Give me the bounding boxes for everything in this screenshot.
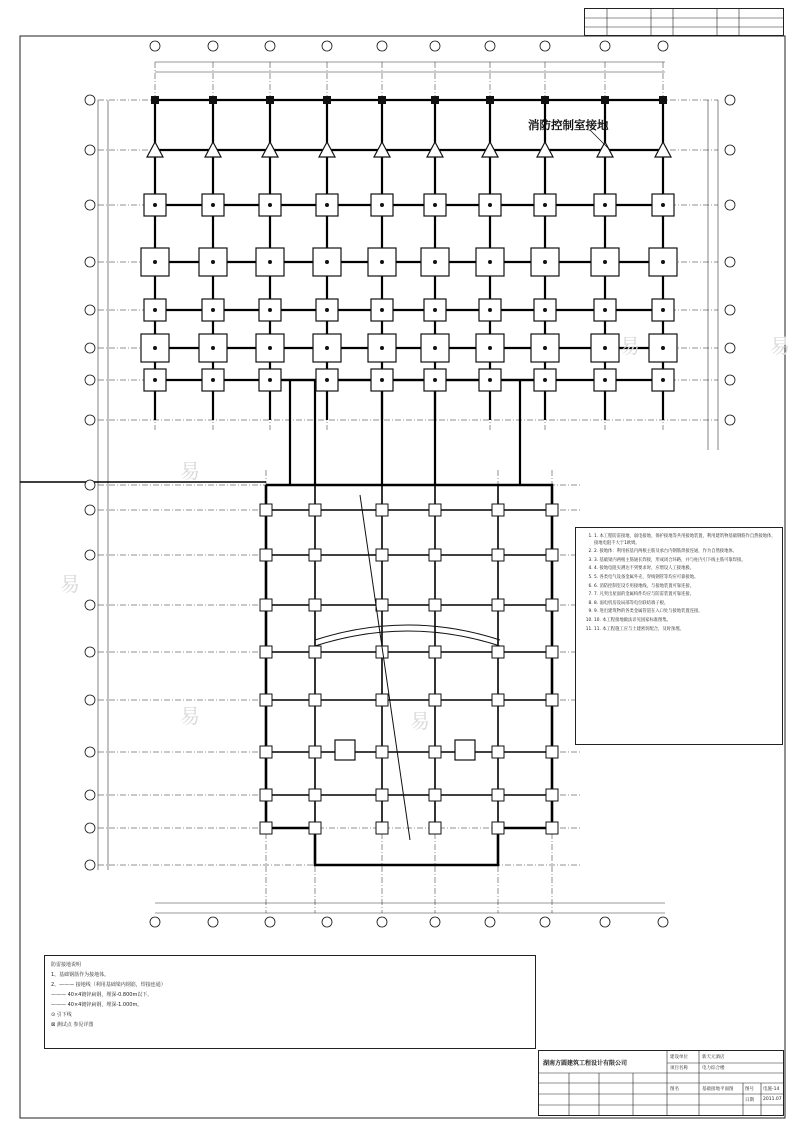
pile-mark <box>268 203 272 207</box>
pile-cap <box>260 822 272 834</box>
revision-grid-lines <box>585 9 783 35</box>
pile-mark <box>661 378 665 382</box>
axis-bubble <box>85 550 95 560</box>
pile-cap <box>376 822 388 834</box>
pile-mark <box>153 346 157 350</box>
sheet-label: 图号 <box>745 1087 754 1092</box>
pile-cap <box>376 746 388 758</box>
axis-bubble <box>85 257 95 267</box>
legend-item: ——— 40×4镀锌扁钢，埋深-0.800m以下。 <box>51 992 153 998</box>
axis-bubble <box>85 305 95 315</box>
pile-cap <box>492 646 504 658</box>
sheet-value: 电施-14 <box>763 1087 780 1092</box>
axis-bubble <box>85 415 95 425</box>
pile-mark <box>603 203 607 207</box>
pile-mark <box>325 346 329 350</box>
axis-bubble <box>85 145 95 155</box>
column-mark <box>378 96 386 104</box>
structural-grid <box>98 62 718 913</box>
axis-bubble <box>85 200 95 210</box>
axis-bubble <box>430 917 440 927</box>
pile-mark <box>380 378 384 382</box>
column-mark <box>431 96 439 104</box>
axis-bubble <box>85 790 95 800</box>
pile-mark <box>488 260 492 264</box>
axis-bubble <box>265 41 275 51</box>
pile-mark <box>433 260 437 264</box>
pile-mark <box>433 308 437 312</box>
pile-cap <box>376 599 388 611</box>
axis-bubble <box>540 41 550 51</box>
title-block <box>538 1050 784 1116</box>
pile-mark <box>433 378 437 382</box>
column-mark <box>323 96 331 104</box>
pile-cap <box>260 646 272 658</box>
axis-bubble <box>430 41 440 51</box>
axis-bubble <box>600 41 610 51</box>
watermark-text: 易 <box>60 572 80 596</box>
pile-cap <box>546 646 558 658</box>
pile-cap <box>376 789 388 801</box>
axis-bubble <box>322 41 332 51</box>
axis-bubble <box>150 917 160 927</box>
pile-mark <box>661 346 665 350</box>
pile-mark <box>325 260 329 264</box>
pile-mark <box>543 260 547 264</box>
date-value: 2011.07 <box>763 1097 782 1102</box>
pile-cap <box>260 746 272 758</box>
pile-mark <box>211 203 215 207</box>
pile-cap <box>546 599 558 611</box>
pile-mark <box>380 260 384 264</box>
note-item: 5. 5. 各类电气设备金属外壳、穿线钢管等均应可靠接地。 <box>594 575 776 582</box>
pile-mark <box>268 308 272 312</box>
pile-mark <box>433 346 437 350</box>
pile-cap <box>492 789 504 801</box>
pile-mark <box>153 378 157 382</box>
pile-cap <box>546 822 558 834</box>
note-item: 6. 6. 消防控制室设专用接地线，与接地装置可靠连接。 <box>594 584 776 591</box>
pile-cap <box>492 504 504 516</box>
pile-mark <box>268 346 272 350</box>
pile-mark <box>380 203 384 207</box>
axis-bubble <box>85 695 95 705</box>
column-mark <box>601 96 609 104</box>
note-item: 10. 10. 本工程接地做法详见国家标准图集。 <box>594 618 776 625</box>
pile-mark <box>603 346 607 350</box>
pile-cap <box>309 789 321 801</box>
pile-cap <box>376 504 388 516</box>
callout-label: 消防控制室接地 <box>528 118 609 132</box>
axis-bubble <box>377 41 387 51</box>
pile-cap <box>309 694 321 706</box>
note-item: 9. 9. 进出建筑物的各类金属管道在入口处与接地装置连接。 <box>594 609 776 616</box>
pile-cap <box>260 504 272 516</box>
note-item: 7. 7. 凡突出屋面的金属构件均应与防雷装置可靠连接。 <box>594 592 776 599</box>
item-label: 项目名称 <box>670 1066 688 1071</box>
pile-cap <box>335 740 355 760</box>
watermark-text: 易 <box>770 334 790 358</box>
drawing-name-value: 基础接地平面图 <box>702 1087 734 1092</box>
pile-mark <box>153 308 157 312</box>
pile-mark <box>603 260 607 264</box>
axis-bubble <box>265 917 275 927</box>
axis-bubble <box>85 95 95 105</box>
pile-mark <box>543 203 547 207</box>
pile-mark <box>153 260 157 264</box>
column-mark <box>209 96 217 104</box>
pile-cap <box>260 599 272 611</box>
legend-item: ——— 40×4镀锌扁钢，埋深-1.000m。 <box>51 1002 143 1008</box>
pile-cap <box>429 549 441 561</box>
pile-cap <box>492 549 504 561</box>
note-item: 4. 4. 接地电阻实测达不到要求时，应增设人工接地极。 <box>594 566 776 573</box>
legend-title: 防雷接地说明 <box>51 962 82 968</box>
project-value: 新天元酒店 <box>702 1055 725 1060</box>
pile-mark <box>211 378 215 382</box>
pile-mark <box>488 378 492 382</box>
pile-cap <box>376 549 388 561</box>
pile-mark <box>603 378 607 382</box>
pile-mark <box>661 308 665 312</box>
pile-cap <box>309 504 321 516</box>
pile-mark <box>268 378 272 382</box>
pile-mark <box>488 203 492 207</box>
item-value: 电力综合楼 <box>702 1066 725 1071</box>
pile-cap <box>546 504 558 516</box>
revision-table <box>584 8 784 36</box>
watermark-text: 易 <box>620 334 640 358</box>
pile-cap <box>260 549 272 561</box>
pile-cap <box>429 694 441 706</box>
general-notes-box <box>575 527 783 745</box>
drawing-name-label: 图名 <box>670 1087 679 1092</box>
watermark-text: 易 <box>410 709 430 733</box>
axis-bubble <box>600 917 610 927</box>
pile-mark <box>325 308 329 312</box>
axis-bubble <box>208 917 218 927</box>
axis-bubble <box>85 343 95 353</box>
axis-bubble <box>85 747 95 757</box>
note-item: 3. 3. 基础梁内两根主筋通长焊接，形成闭合环路，并与柱内引下线主筋可靠焊接。 <box>594 558 776 565</box>
pile-mark <box>543 378 547 382</box>
pile-cap <box>429 822 441 834</box>
pile-cap <box>309 822 321 834</box>
pile-cap <box>492 746 504 758</box>
axis-bubble <box>85 505 95 515</box>
pile-cap <box>492 694 504 706</box>
pile-mark <box>211 308 215 312</box>
pile-mark <box>661 260 665 264</box>
pile-cap <box>492 822 504 834</box>
pile-cap <box>429 746 441 758</box>
pile-cap <box>429 789 441 801</box>
watermark-text: 易 <box>180 704 200 728</box>
pile-mark <box>380 308 384 312</box>
watermark-text: 易 <box>180 459 200 483</box>
pile-cap <box>309 599 321 611</box>
axis-bubble <box>85 600 95 610</box>
axis-bubble <box>658 41 668 51</box>
pile-cap <box>309 746 321 758</box>
legend-item: 1、基础钢筋作为接地体。 <box>51 972 110 978</box>
pile-mark <box>153 203 157 207</box>
pile-mark <box>543 346 547 350</box>
pile-mark <box>211 346 215 350</box>
axis-bubble <box>540 917 550 927</box>
legend-item: 2、——— 接地线（利用基础梁内钢筋，焊接连通） <box>51 982 166 988</box>
lower-block-outline <box>266 485 552 865</box>
pile-mark <box>325 378 329 382</box>
pile-mark <box>488 346 492 350</box>
axis-bubble <box>725 145 735 155</box>
pile-cap <box>429 504 441 516</box>
column-mark <box>266 96 274 104</box>
axis-bubble <box>150 41 160 51</box>
axis-bubble <box>725 257 735 267</box>
axis-bubble <box>658 917 668 927</box>
pile-cap <box>546 789 558 801</box>
axis-bubble <box>485 41 495 51</box>
pile-mark <box>488 308 492 312</box>
pile-cap <box>492 599 504 611</box>
pile-cap <box>309 646 321 658</box>
axis-bubble <box>485 917 495 927</box>
pile-cap <box>429 599 441 611</box>
axis-bubble <box>725 305 735 315</box>
notes-list <box>582 534 776 633</box>
column-mark <box>659 96 667 104</box>
pile-cap <box>260 694 272 706</box>
pile-cap <box>455 740 475 760</box>
pile-mark <box>268 260 272 264</box>
axis-bubble <box>85 860 95 870</box>
legend-item: ⊠ 测试点 参见详图 <box>51 1022 94 1028</box>
pile-cap <box>309 549 321 561</box>
column-mark <box>151 96 159 104</box>
pile-cap <box>546 694 558 706</box>
pile-mark <box>433 203 437 207</box>
axis-bubble <box>377 917 387 927</box>
pile-mark <box>380 346 384 350</box>
pile-cap <box>376 694 388 706</box>
axis-bubble <box>725 200 735 210</box>
axis-bubble <box>85 480 95 490</box>
note-item: 1. 1. 本工程防雷接地、弱电接地、保护接地等共用接地装置，利用建筑物基础钢筋作自然接地体，接地电阻不大于1欧姆。 <box>594 534 776 547</box>
column-mark <box>486 96 494 104</box>
pile-cap <box>546 746 558 758</box>
legend-box <box>44 955 536 1049</box>
note-item: 2. 2. 接地体：利用桩基内两根主筋及承台内钢筋焊接连通，作为自然接地体。 <box>594 549 776 556</box>
axis-bubble <box>725 375 735 385</box>
axis-bubble <box>725 95 735 105</box>
pile-mark <box>325 203 329 207</box>
axis-bubble <box>85 647 95 657</box>
pile-mark <box>543 308 547 312</box>
project-label: 建设单位 <box>670 1055 688 1060</box>
axis-bubble <box>208 41 218 51</box>
axis-bubble <box>322 917 332 927</box>
pile-mark <box>603 308 607 312</box>
date-label: 日期 <box>745 1098 754 1103</box>
note-item: 8. 8. 弱电机房设局部等电位联结端子板。 <box>594 601 776 608</box>
column-mark <box>541 96 549 104</box>
pile-cap <box>260 789 272 801</box>
legend-item: ⊙ 引下线 <box>51 1012 72 1018</box>
pile-mark <box>661 203 665 207</box>
axis-bubble <box>85 823 95 833</box>
axis-bubble <box>85 375 95 385</box>
pile-mark <box>211 260 215 264</box>
company-name: 湖南方圆建筑工程设计有限公司 <box>543 1060 628 1067</box>
axis-bubble <box>725 415 735 425</box>
axis-bubble <box>725 343 735 353</box>
pile-cap <box>429 646 441 658</box>
note-item: 11. 11. 本工程施工应与土建密切配合，及时预埋。 <box>594 627 776 634</box>
pile-cap <box>546 549 558 561</box>
